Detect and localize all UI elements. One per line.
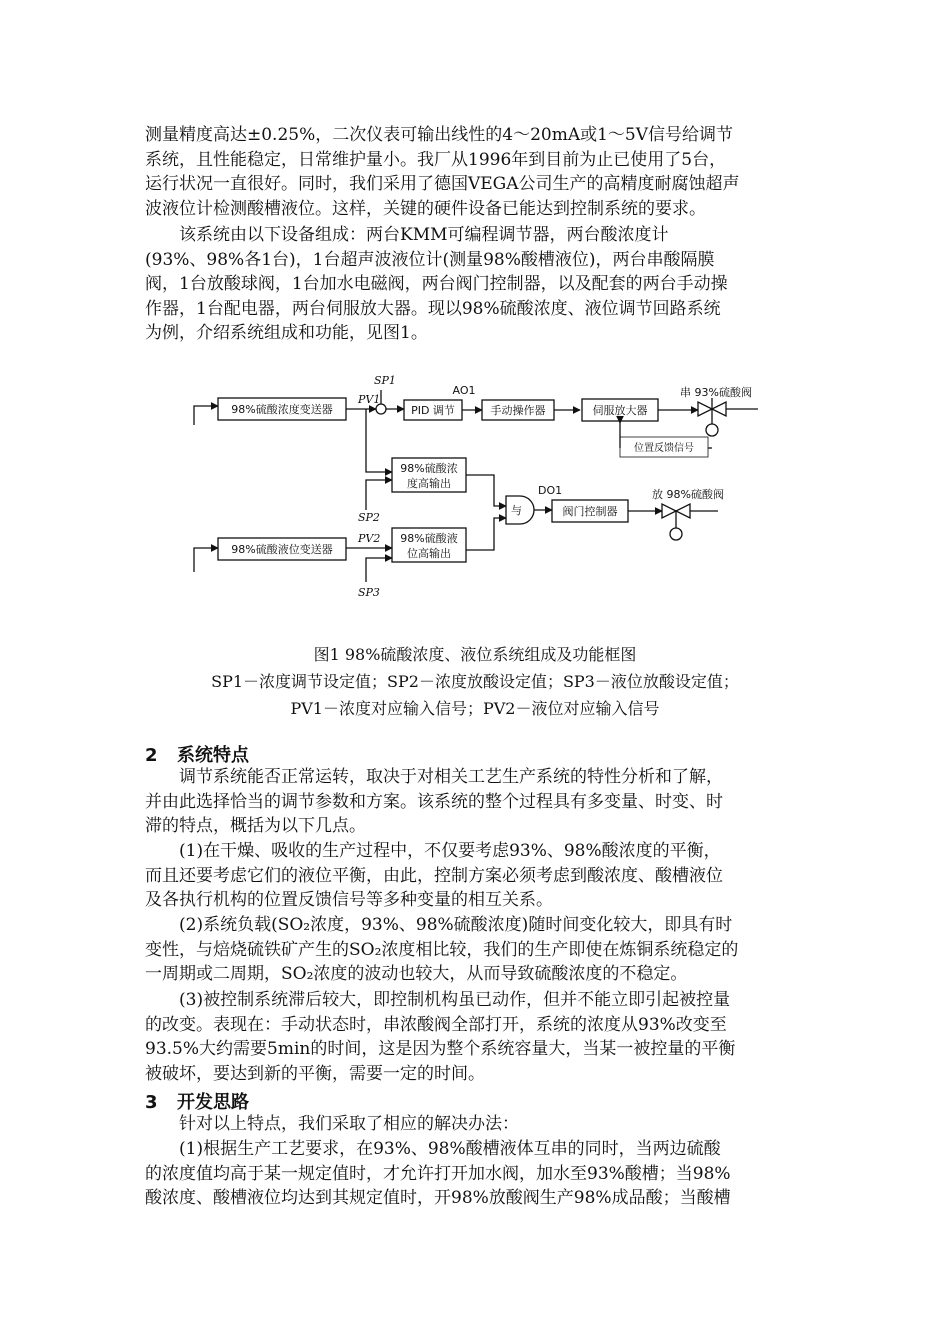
text-line: (1)在干燥、吸收的生产过程中，不仅要考虑93%、98%酸浓度的平衡，	[179, 841, 721, 861]
valve-98-symbol	[662, 504, 676, 518]
text-line: (93%、98%各1台)，1台超声波液位计(测量98%酸槽液位)，两台串酸隔膜	[145, 249, 715, 270]
section-2-heading	[145, 741, 249, 767]
figure-caption	[145, 641, 805, 722]
caption-legend: PV1－浓度对应输入信号；PV2－液位对应输入信号	[290, 699, 660, 718]
input-line-bottom	[194, 548, 218, 572]
do1-label: DO1	[538, 484, 563, 497]
conc-high-label-2: 度高输出	[407, 477, 451, 490]
feedback-signal-label: 位置反馈信号	[634, 443, 694, 454]
conc-high-label-1: 98%硫酸浓	[400, 462, 458, 475]
caption-legend: SP1－浓度调节设定值；SP2－浓度放酸设定值；SP3－液位放酸设定值；	[211, 672, 739, 691]
and-gate-label: 与	[511, 504, 522, 517]
sp1-label: SP1	[374, 374, 396, 387]
branch-conc-high	[366, 409, 392, 472]
level-high-label-2: 位高输出	[407, 547, 451, 560]
text-line: 93.5%大约需要5min的时间，这是因为整个系统容量大，当某一被控量的平衡	[145, 1039, 736, 1059]
sp2-label: SP2	[358, 511, 380, 524]
text-line: 酸浓度、酸槽液位均达到其规定值时，开98%放酸阀生产98%成品酸；当酸槽	[145, 1188, 731, 1208]
valve-98-label: 放 98%硫酸阀	[652, 488, 724, 501]
text-line: 针对以上特点，我们采取了相应的解决办法：	[179, 1114, 519, 1134]
text-line: 滞的特点，概括为以下几点。	[145, 816, 366, 836]
text-line: (3)被控制系统滞后较大，即控制机构虽已动作，但并不能立即引起被控量	[179, 990, 731, 1010]
section-3-intro	[145, 1112, 805, 1137]
text-line: 测量精度高达±0.25%，二次仪表可输出线性的4～20mA或1～5V信号给调节	[145, 125, 734, 145]
valve-98-actuator	[670, 528, 682, 540]
text-line: 而且还要考虑它们的液位平衡，由此，控制方案必须考虑到酸浓度、酸槽液位	[145, 865, 723, 886]
text-line: 为例，介绍系统组成和功能，见图1。	[145, 323, 428, 343]
text-line: 该系统由以下设备组成：两台KMM可编程调节器，两台酸浓度计	[179, 225, 669, 245]
paragraph-instruments	[145, 123, 805, 221]
caption-title: 图1 98%硫酸浓度、液位系统组成及功能框图	[313, 645, 637, 664]
section-2-item-2	[145, 913, 805, 987]
section-2-item-1	[145, 839, 805, 913]
concentration-transmitter-label: 98%硫酸浓度变送器	[231, 403, 333, 416]
section-2-intro	[145, 765, 805, 839]
input-line-top	[194, 406, 218, 425]
text-line: 运行状况一直很好。同时，我们采用了德国VEGA公司生产的高精度耐腐蚀超声	[145, 174, 740, 194]
sp3-label: SP3	[358, 586, 380, 599]
valve-controller-label: 阀门控制器	[562, 505, 618, 518]
text-line: 变性，与焙烧硫铁矿产生的SO₂浓度相比较，我们的生产即使在炼铜系统稳定的	[145, 939, 739, 960]
ao1-label: AO1	[452, 384, 476, 397]
level-transmitter-label: 98%硫酸液位变送器	[231, 543, 333, 556]
text-line: 调节系统能否正常运转，取决于对相关工艺生产系统的特性分析和了解，	[179, 767, 723, 787]
section-title: 系统特点	[177, 745, 249, 766]
section-number: 2	[145, 745, 158, 766]
block-diagram	[180, 368, 780, 603]
text-line: (2)系统负载(SO₂浓度，93%、98%硫酸浓度)随时间变化较大，即具有时	[179, 915, 733, 935]
servo-amplifier-label: 伺服放大器	[592, 404, 648, 417]
text-line: 被破坏，要达到新的平衡，需要一定的时间。	[145, 1063, 485, 1084]
section-2-item-3	[145, 988, 805, 1086]
valve-93-label: 串 93%硫酸阀	[680, 386, 752, 399]
text-line: 阀，1台放酸球阀，1台加水电磁阀，两台阀门控制器，以及配套的两台手动操	[145, 274, 728, 294]
text-line: 作器，1台配电器，两台伺服放大器。现以98%硫酸浓度、液位调节回路系统	[145, 298, 721, 319]
text-line: 的浓度值均高于某一规定值时，才允许打开加水阀，加水至93%酸槽；当98%	[145, 1163, 731, 1184]
valve-93-symbol	[698, 402, 712, 416]
pv1-label: PV1	[358, 393, 381, 406]
pv2-label: PV2	[358, 532, 381, 545]
text-line: 一周期或二周期，SO₂浓度的波动也较大，从而导致硫酸浓度的不稳定。	[145, 964, 688, 984]
manual-operator-label: 手动操作器	[490, 404, 546, 417]
paragraph-system-composition	[145, 223, 805, 346]
sp3-line	[366, 558, 392, 582]
section-number: 3	[145, 1092, 158, 1113]
section-3-item-1	[145, 1137, 805, 1211]
text-line: 并由此选择恰当的调节参数和方案。该系统的整个过程具有多变量、时变、时	[145, 791, 723, 812]
text-line: 波液位计检测酸槽液位。这样，关键的硬件设备已能达到控制系统的要求。	[145, 198, 706, 219]
text-line: 的改变。表现在：手动状态时，串浓酸阀全部打开，系统的浓度从93%改变至	[145, 1014, 727, 1035]
text-line: 系统，且性能稳定，日常维护量小。我厂从1996年到目前为止已使用了5台，	[145, 149, 727, 170]
sp2-line	[366, 480, 392, 510]
pid-label: PID 调节	[411, 404, 455, 417]
text-line: 及各执行机构的位置反馈信号等多种变量的相互关系。	[145, 890, 553, 910]
level-high-label-1: 98%硫酸液	[400, 532, 458, 545]
valve-93-actuator	[706, 424, 718, 436]
section-title: 开发思路	[177, 1092, 249, 1113]
text-line: (1)根据生产工艺要求，在93%、98%酸槽液体互串的同时，当两边硫酸	[179, 1139, 721, 1159]
section-3-heading	[145, 1088, 249, 1114]
